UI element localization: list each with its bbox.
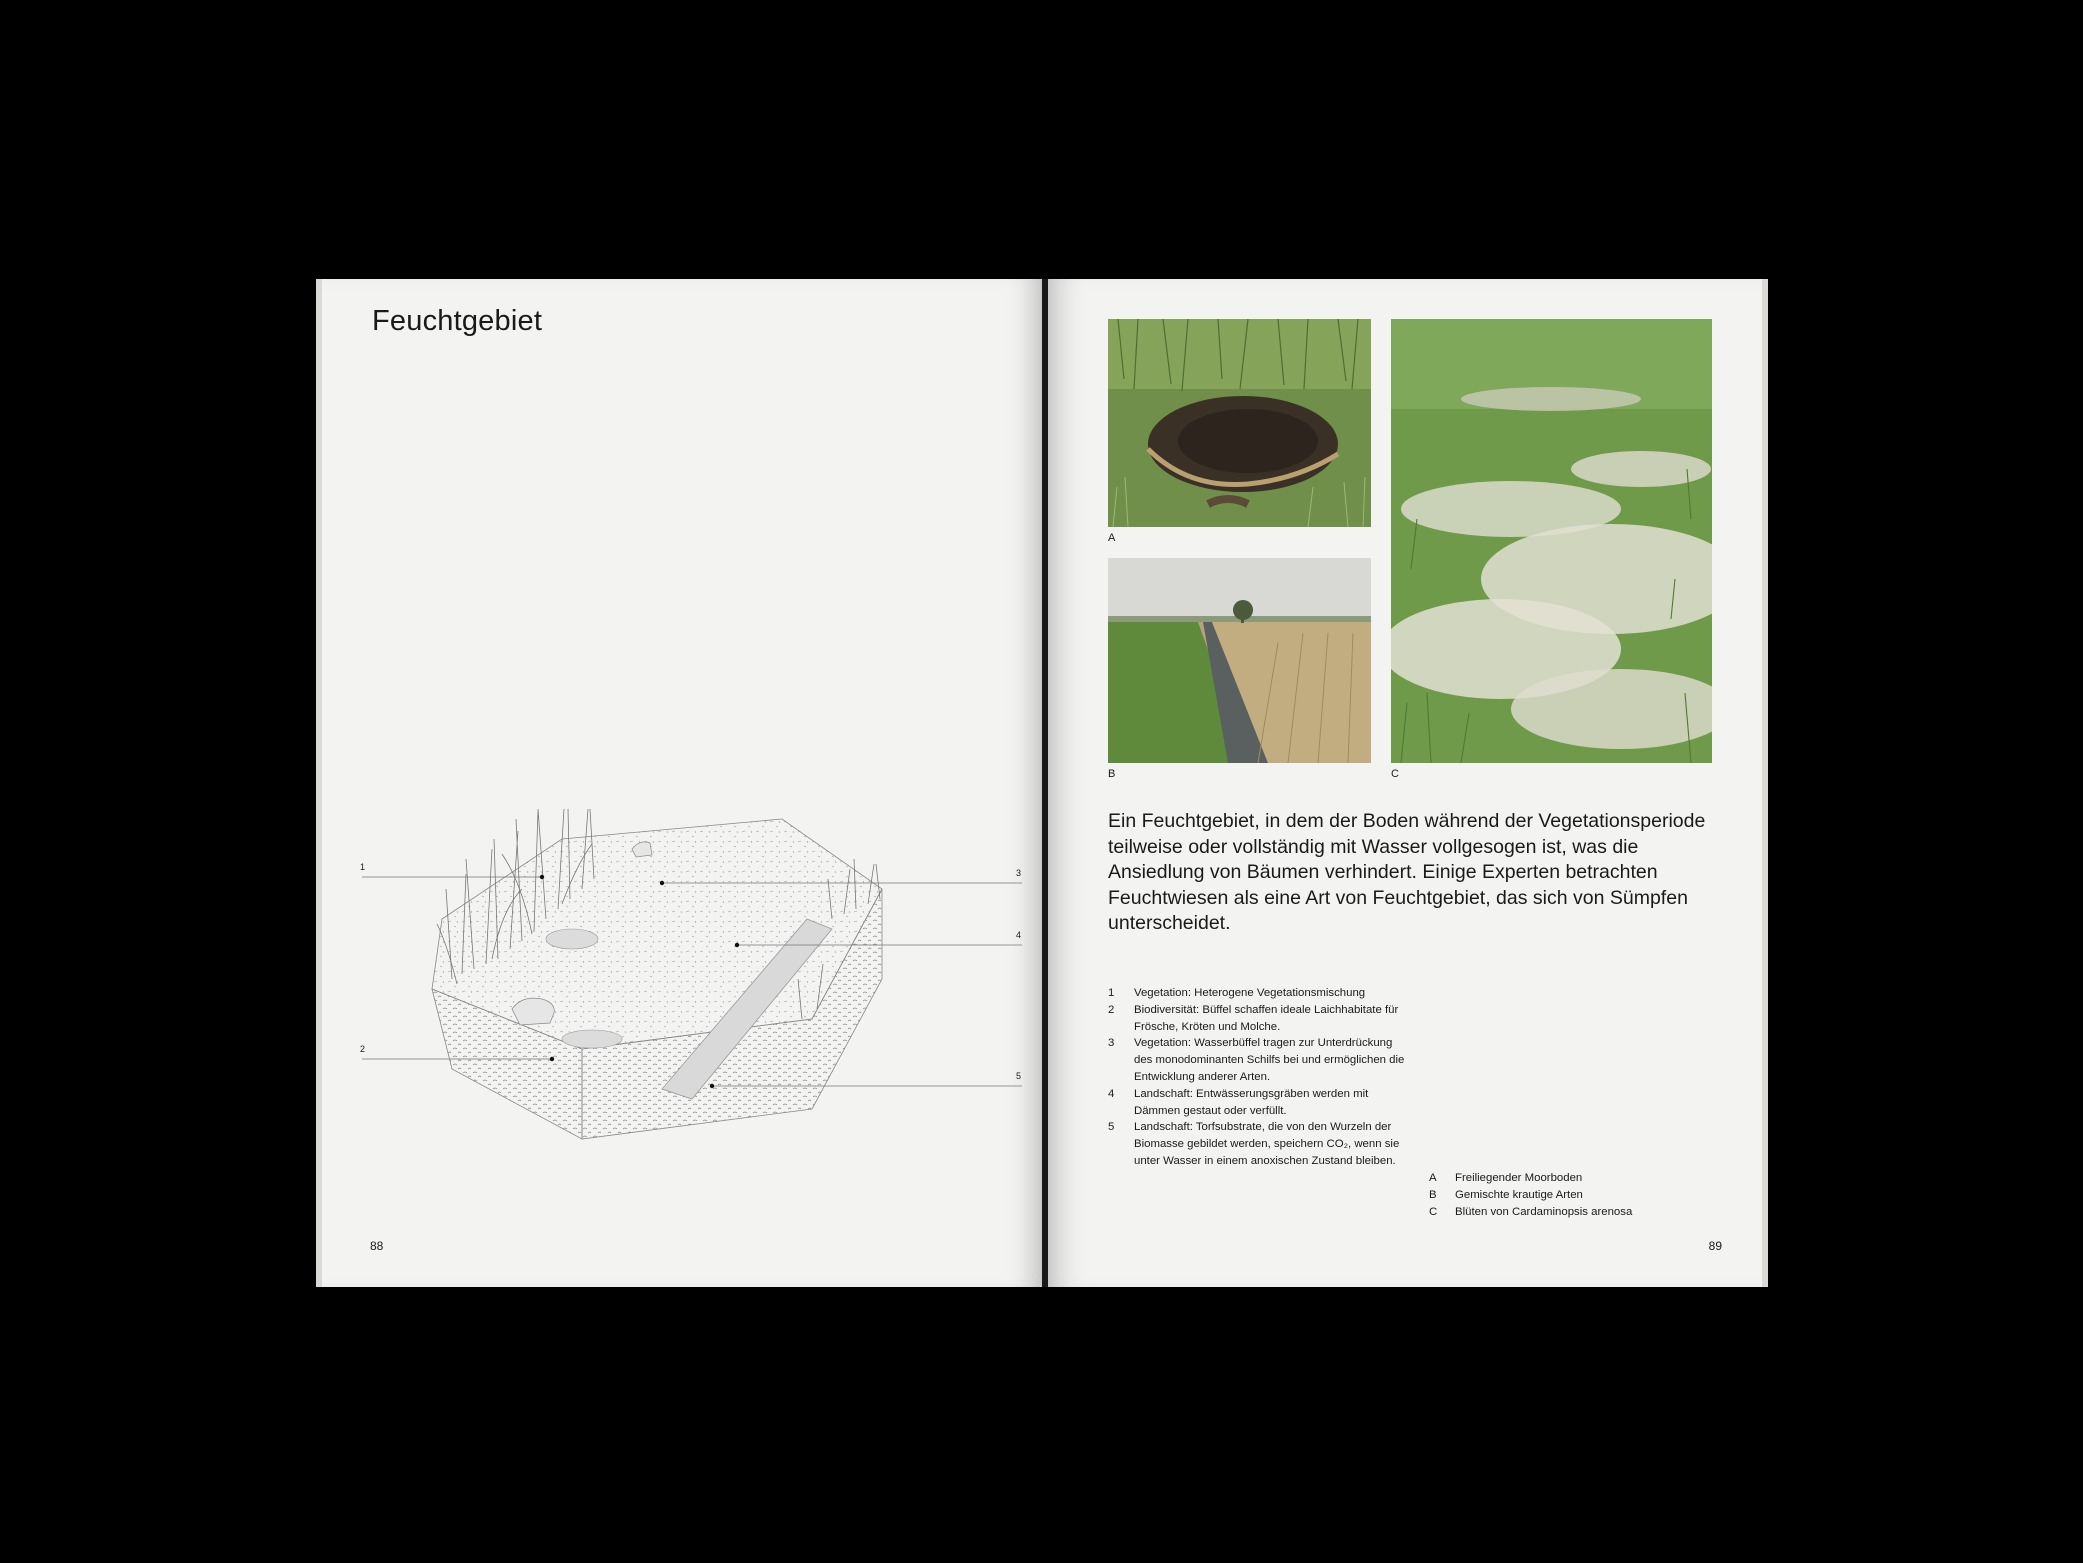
diagram-callout-4: 4 <box>1016 930 1022 940</box>
photo-c <box>1391 319 1712 763</box>
diagram-callout-2: 2 <box>360 1044 366 1054</box>
book-spread <box>316 279 1768 1287</box>
list-item: 4 Landschaft: Entwässerungsgräben werden mit Dämmen gestaut oder verfüllt. <box>1108 1087 1369 1117</box>
wetland-diagram-illustration <box>362 759 1032 1159</box>
list-item: 2 Biodiversität: Büffel schaffen ideale Laichhabitate für Frösche, Kröten und Molche. <box>1108 1003 1399 1033</box>
photo-legend <box>1429 1170 1709 1221</box>
list-item: 5 Landschaft: Torfsubstrate, die von den Wurzeln der Biomasse gebildet werden, speichern CO₂, wenn sie unter Wasser in einem anoxischen Zustand bleiben. <box>1108 1121 1400 1167</box>
left-page <box>316 279 1044 1287</box>
photo-a-caption: A <box>1108 532 1116 544</box>
wetland-isometric-diagram <box>362 759 1032 1159</box>
right-page <box>1048 279 1768 1287</box>
photo-a <box>1108 319 1371 527</box>
list-item: A Freiliegender Moorboden <box>1429 1172 1583 1184</box>
exposed-peat-soil-image <box>1108 319 1371 527</box>
photo-b-caption: B <box>1108 768 1116 780</box>
diagram-callout-5: 5 <box>1016 1071 1022 1081</box>
photo-b <box>1108 558 1371 763</box>
page-title: Feuchtgebiet <box>372 305 543 337</box>
drainage-ditch-image <box>1108 558 1371 763</box>
body-paragraph: Ein Feuchtgebiet, in dem der Boden während der Vegetationsperiode teilweise oder vollständig mit Wasser vollgesogen ist, was die Ansiedlung von Bäumen verhindert. Einige Experten betrachten Feuchtwiesen als eine Art von Feuchtgebiet, das sich von Sümpfen unterscheidet. <box>1108 810 1706 935</box>
list-item: 3 Vegetation: Wasserbüffel tragen zur Unterdrückung des monodominanten Schilfs bei und ermöglichen die Entwicklung anderer Arten. <box>1108 1037 1405 1083</box>
flowering-meadow-image <box>1391 319 1712 763</box>
photo-c-caption: C <box>1391 768 1399 780</box>
list-item: C Blüten von Cardaminopsis arenosa <box>1429 1206 1633 1218</box>
list-item: 1 Vegetation: Heterogene Vegetationsmischung <box>1108 987 1366 999</box>
list-item: B Gemischte krautige Arten <box>1429 1189 1583 1201</box>
diagram-callout-3: 3 <box>1016 868 1022 878</box>
numbered-notes <box>1108 985 1408 1170</box>
page-number-right: 89 <box>1708 1239 1722 1253</box>
diagram-callout-1: 1 <box>360 862 366 872</box>
page-number-left: 88 <box>370 1239 384 1253</box>
